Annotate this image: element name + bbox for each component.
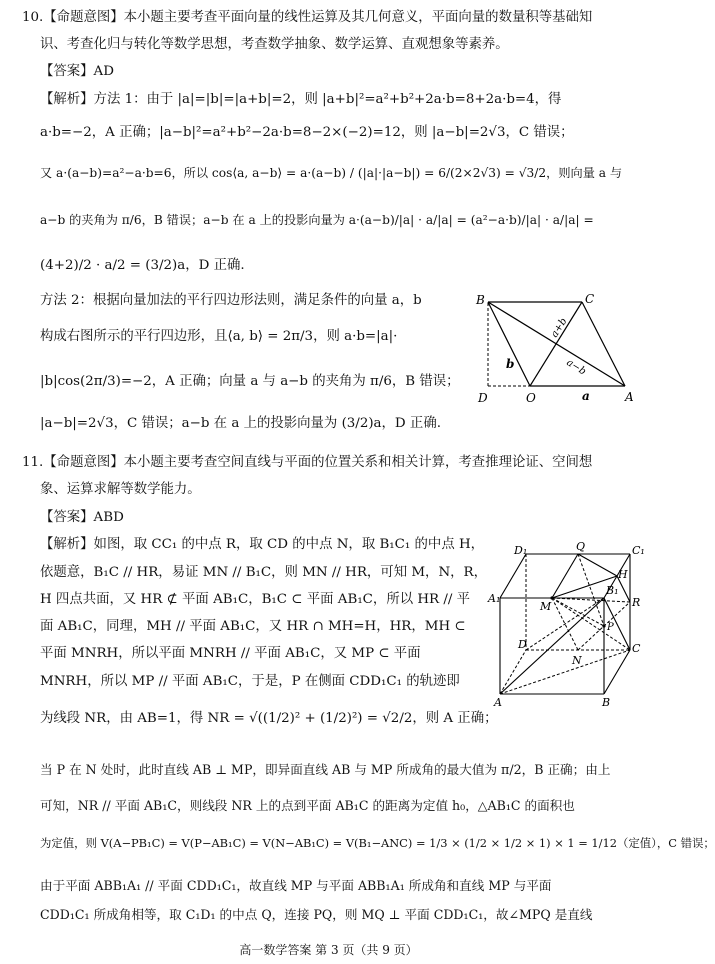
label-A: A [494, 696, 502, 709]
q10-method2-line2: 构成右图所示的平行四边形，且⟨a, b⟩ = 2π/3，则 a·b=|a|· [40, 329, 398, 344]
label-C: C [632, 642, 641, 655]
q10-solution-line2: a·b=−2，A 正确；|a−b|²=a²+b²−2a·b=8−2×(−2)=12，则 |a−b|=2√3，C 错误； [40, 125, 574, 140]
q10-intro-line1: 10.【命题意图】本小题主要考查平面向量的线性运算及其几何意义，平面向量的数量积等基础知 [22, 10, 593, 25]
label-a-plus-b: a+b [549, 316, 570, 340]
label-B: B [602, 696, 611, 709]
label-D: D [478, 391, 488, 405]
q11-solution-line11: 由于平面 ABB₁A₁ // 平面 CDD₁C₁，故直线 MP 与平面 ABB₁A₁ 所成角和直线 MP 与平面 [40, 878, 552, 893]
q11-solution-line2: 依题意，B₁C // HR，易证 MN // B₁C，则 MN // HR，可知 M，N，R， [40, 565, 488, 580]
label-A: A [625, 390, 634, 404]
q11-solution-line8: 当 P 在 N 处时，此时直线 AB ⊥ MP，即异面直线 AB 与 MP 所成角的最大值为 π/2，B 正确；由上 [40, 762, 611, 777]
q11-solution-line1: 【解析】如图，取 CC₁ 的中点 R，取 CD 的中点 N，取 B₁C₁ 的中点 H， [40, 537, 485, 552]
q10-method2-line4: |a−b|=2√3，C 错误；a−b 在 a 上的投影向量为 (3/2)a，D 正确. [40, 416, 441, 431]
edge-AD [500, 650, 526, 694]
label-a: a [582, 389, 590, 403]
segment-AB1 [500, 598, 604, 694]
q11-intro-line2: 象、运算求解等数学能力。 [40, 482, 201, 497]
q11-solution-line5: 平面 MNRH，所以平面 MNRH // 平面 AB₁C，又 MP ⊂ 平面 [40, 646, 421, 661]
segment-QH [578, 554, 617, 576]
label-M: M [540, 600, 552, 613]
q11-answer: 【答案】ABD [40, 510, 124, 525]
q11-solution-line4: 面 AB₁C，同理，MH // 平面 AB₁C，又 HR ∩ MH=H，HR，MH ⊂ [40, 619, 466, 634]
q11-solution-line6: MNRH，所以 MP // 平面 AB₁C，于是，P 在侧面 CDD₁C₁ 的轨迹即 [40, 674, 460, 689]
q10-solution-line1: 【解析】方法 1：由于 |a|=|b|=|a+b|=2，则 |a+b|²=a²+b²+2a·b=8+2a·b=4，得 [40, 92, 562, 107]
q11-intro-line1: 11.【命题意图】本小题主要考查空间直线与平面的位置关系和相关计算，考查推理论证、空间想 [22, 455, 593, 470]
label-Q: Q [576, 540, 586, 553]
edge-BC [604, 650, 630, 694]
label-D: D [518, 638, 527, 651]
cube-figure [490, 540, 650, 710]
q11-solution-line7: 为线段 NR，由 AB=1，得 NR = √((1/2)² + (1/2)²) = √2/2，则 A 正确； [40, 711, 498, 726]
label-H: H [618, 568, 628, 581]
segment-MR [552, 598, 630, 602]
q11-solution-line3: H 四点共面，又 HR ⊄ 平面 AB₁C，B₁C ⊂ 平面 AB₁C，所以 HR // 平 [40, 592, 471, 607]
label-a-minus-b: a−b [564, 357, 588, 378]
label-P: P [607, 622, 614, 633]
label-C1: C₁ [632, 544, 645, 557]
parallelogram-figure [470, 290, 650, 440]
segment-DB1 [526, 598, 604, 650]
q11-solution-line10: 为定值，则 V(A−PB₁C) = V(P−AB₁C) = V(N−AB₁C) = V(B₁−ANC) = 1/3 × (1/2 × 1/2 × 1) × 1 = 1/12（定值），C 错误； [40, 836, 715, 850]
q10-method2-line3: |b|cos(2π/3)=−2，A 正确；向量 a 与 a−b 的夹角为 π/6，B 错误； [40, 374, 460, 389]
label-R: R [632, 596, 641, 609]
q10-solution-line4: a−b 的夹角为 π/6，B 错误；a−b 在 a 上的投影向量为 a·(a−b)/|a| · a/|a| = (a²−a·b)/|a| · a/|a| = [40, 213, 594, 227]
segment-AC [500, 650, 630, 694]
q10-answer: 【答案】AD [40, 64, 114, 79]
q10-solution-line3: 又 a·(a−b)=a²−a·b=6，所以 cos⟨a, a−b⟩ = a·(a−b) / (|a|·|a−b|) = 6/(2×2√3) = √3/2，则向量 a 与 [40, 166, 623, 180]
page-footer: 高一数学答案 第 3 页（共 9 页） [239, 943, 418, 957]
q11-solution-line9: 可知，NR // 平面 AB₁C，则线段 NR 上的点到平面 AB₁C 的距离为定值 h₀，△AB₁C 的面积也 [40, 798, 575, 813]
q10-intro-line2: 识、考查化归与转化等数学思想，考查数学抽象、数学运算、直观想象等素养。 [40, 37, 509, 52]
q11-solution-line12: CDD₁C₁ 所成角相等，取 C₁D₁ 的中点 Q，连接 PQ，则 MQ ⊥ 平面 CDD₁C₁，故∠MPQ 是直线 [40, 907, 593, 922]
segment-MQ [552, 554, 578, 598]
label-N: N [572, 654, 582, 667]
segment-QP [578, 554, 604, 626]
label-C: C [585, 292, 595, 306]
label-A1: A₁ [488, 592, 501, 605]
point-P [602, 624, 605, 627]
q10-solution-line5: (4+2)/2 · a/2 = (3/2)a，D 正确. [40, 258, 245, 273]
label-D1: D₁ [514, 544, 528, 557]
label-B: B [476, 293, 485, 307]
edge-A1D1 [500, 554, 526, 598]
segment-MC [552, 598, 630, 650]
label-b: b [506, 357, 515, 371]
q10-method2-line1: 方法 2：根据向量加法的平行四边形法则，满足条件的向量 a，b [40, 293, 422, 308]
label-B1: B₁ [606, 584, 619, 597]
label-O: O [526, 391, 536, 405]
